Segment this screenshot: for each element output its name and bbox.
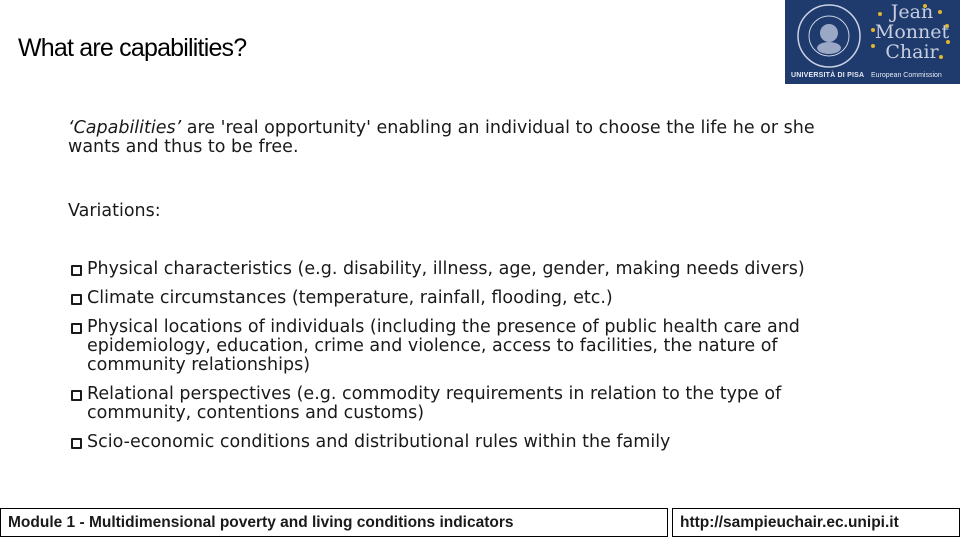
checkbox-bullet-icon	[71, 323, 82, 334]
checkbox-bullet-icon	[71, 294, 82, 305]
list-item: Scio-economic conditions and distributional rules within the family	[68, 433, 868, 452]
footer-module-title: Module 1 - Multidimensional poverty and living conditions indicators	[0, 508, 668, 537]
slide-title: What are capabilities?	[18, 34, 247, 62]
jean-monnet-chair-logo	[785, 0, 960, 84]
list-item: Climate circumstances (temperature, rainfall, flooding, etc.)	[68, 289, 868, 308]
slide-body	[68, 118, 868, 452]
logo-line-monnet: Monnet	[874, 21, 950, 43]
checkbox-bullet-icon	[71, 390, 82, 401]
list-item: Physical characteristics (e.g. disability, illness, age, gender, making needs divers)	[68, 260, 868, 279]
list-item: Relational perspectives (e.g. commodity requirements in relation to the type of community, contentions and customs)	[68, 385, 868, 423]
list-item: Physical locations of individuals (including the presence of public health care and epidemiology, education, crime and violence, access to facilities, the nature of community relationships)	[68, 318, 868, 375]
definition-term: ‘Capabilities’	[68, 118, 182, 138]
definition-text: are 'real opportunity' enabling an individual to choose the life he or she wants and thus to be free.	[68, 118, 815, 157]
variations-list	[68, 260, 868, 462]
jean-monnet-chair-text	[873, 2, 951, 62]
definition-paragraph	[68, 119, 868, 157]
variations-label: Variations:	[68, 201, 161, 221]
logo-line-jean: Jean	[890, 1, 934, 23]
commission-name: European Commission	[871, 72, 942, 79]
footer-url-link[interactable]: http://sampieuchair.ec.unipi.it	[672, 508, 960, 537]
logo-line-chair: Chair	[885, 41, 939, 63]
checkbox-bullet-icon	[71, 265, 82, 276]
checkbox-bullet-icon	[71, 438, 82, 449]
university-name: UNIVERSITÀ DI PISA	[791, 72, 865, 79]
